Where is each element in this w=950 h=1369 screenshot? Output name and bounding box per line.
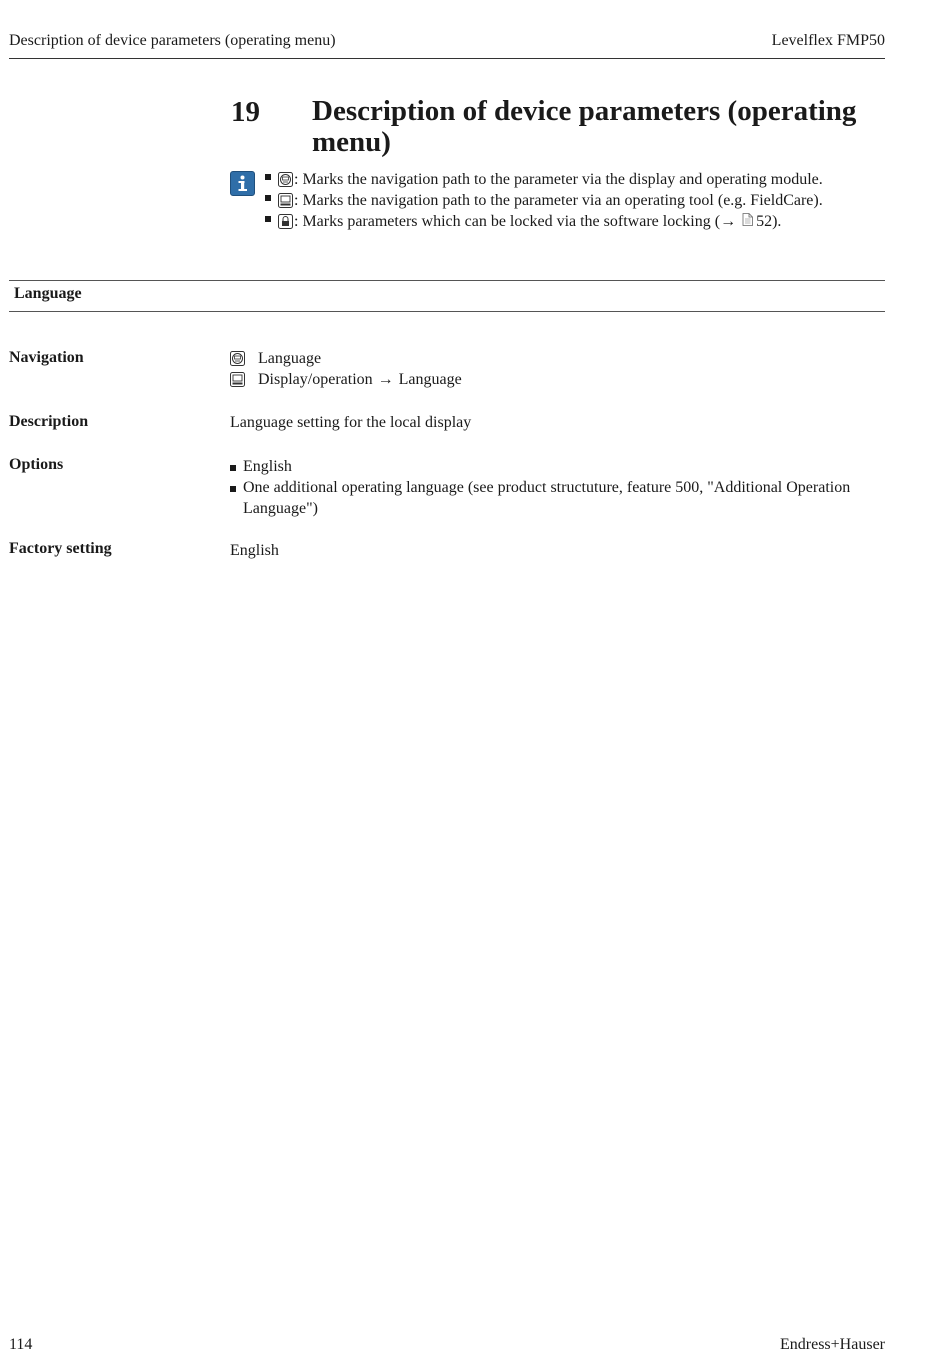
arrow-icon: →: [377, 371, 394, 388]
bullet: [265, 216, 271, 222]
legend-item-text: : Marks the navigation path to the parameter via an operating tool (e.g. FieldCare).: [294, 192, 823, 209]
options-label: Options: [9, 456, 64, 473]
chapter-number: 19: [231, 96, 260, 128]
factory-setting-value: English: [230, 542, 279, 559]
lock-icon: [278, 214, 293, 229]
running-header-title: Description of device parameters (operating menu): [9, 32, 336, 49]
navigation-path-tool: [230, 369, 462, 390]
legend-item-text-end: ).: [772, 213, 782, 230]
legend-item: [265, 190, 823, 211]
display-module-icon: [278, 172, 293, 187]
navigation-path-display: [230, 348, 462, 369]
section-title: Language: [14, 285, 82, 302]
list-item: [230, 456, 883, 477]
navigation-paths: [230, 348, 462, 390]
display-module-icon: [230, 351, 245, 366]
option-text: English: [243, 458, 292, 475]
chapter-title: Description of device parameters (operating menu): [312, 95, 857, 158]
operating-tool-icon: [230, 372, 245, 387]
header-divider: [9, 58, 885, 59]
navigation-path-end: Language: [398, 371, 462, 388]
brand-name: Endress+Hauser: [780, 1336, 885, 1353]
arrow-icon: →: [720, 213, 737, 230]
bullet: [230, 465, 236, 471]
bullet: [230, 486, 236, 492]
factory-setting-label: Factory setting: [9, 540, 112, 557]
legend-item-text: : Marks the navigation path to the parameter via the display and operating module.: [294, 171, 823, 188]
page-reference[interactable]: 52: [756, 213, 773, 230]
bullet: [265, 195, 271, 201]
operating-tool-icon: [278, 193, 293, 208]
navigation-path-start: Display/operation: [258, 371, 373, 388]
legend-item: [265, 169, 823, 190]
bullet: [265, 174, 271, 180]
running-header-product: Levelflex FMP50: [771, 32, 885, 49]
description-label: Description: [9, 413, 89, 430]
page-icon: [742, 211, 753, 232]
symbol-legend: [265, 169, 823, 232]
navigation-path-text: Language: [258, 350, 322, 367]
list-item: [230, 477, 883, 519]
section-divider-bottom: [9, 311, 885, 312]
legend-item: [265, 211, 823, 232]
legend-item-text: : Marks parameters which can be locked via the software locking (: [294, 213, 721, 230]
info-icon: [230, 171, 255, 196]
page-number: 114: [9, 1336, 33, 1353]
description-text: Language setting for the local display: [230, 414, 472, 431]
options-list: [230, 456, 883, 519]
option-text: One additional operating language (see product structuture, feature 500, "Additional Operation Language"): [243, 479, 851, 517]
navigation-label: Navigation: [9, 349, 84, 366]
section-divider-top: [9, 280, 885, 281]
